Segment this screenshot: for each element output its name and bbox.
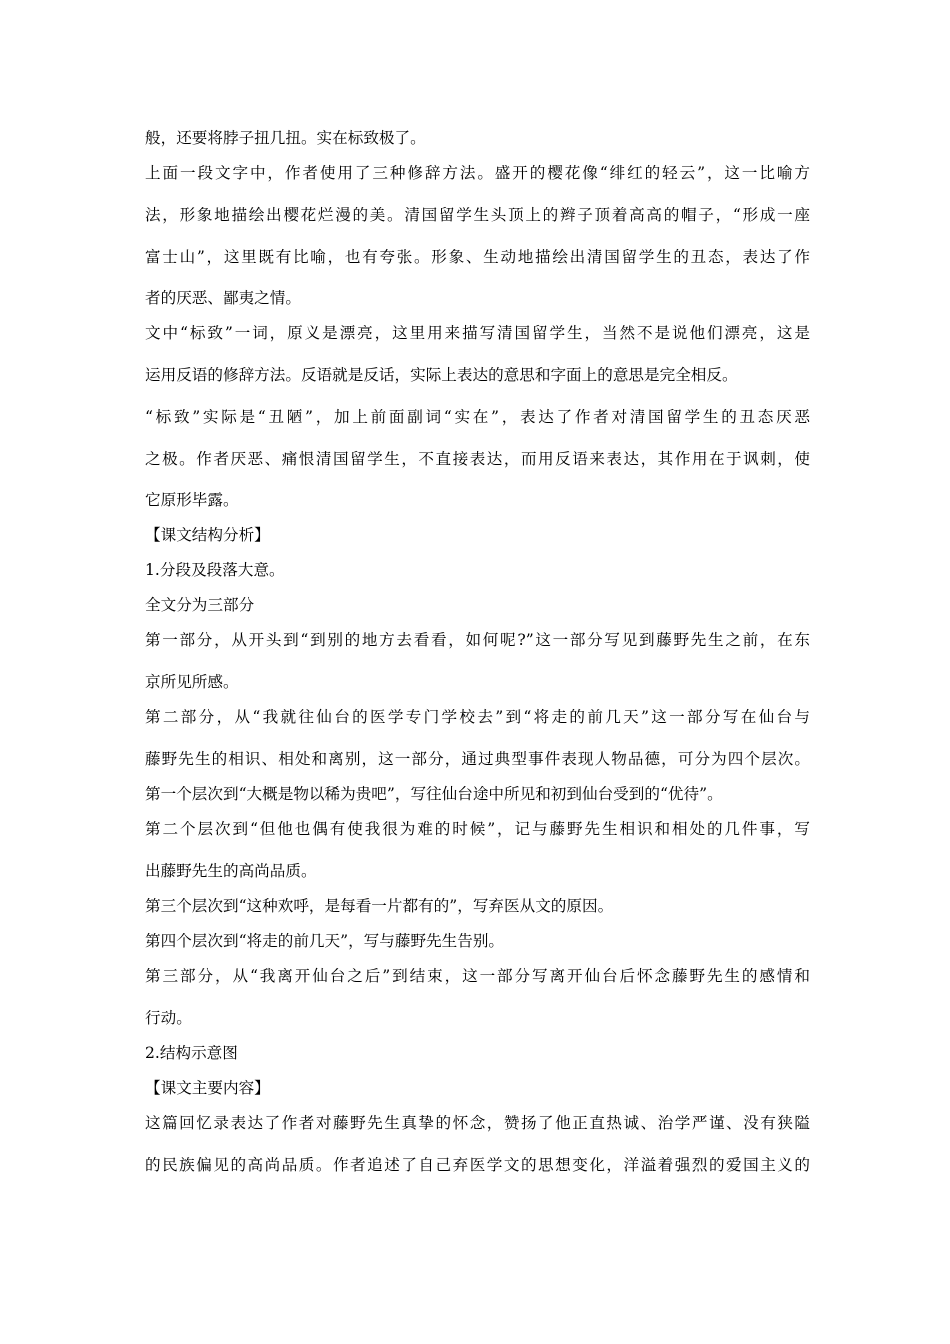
section-heading: 【课文主要内容】: [145, 1079, 270, 1097]
text-line: “标致”实际是“丑陋”，加上前面副词“实在”，表达了作者对清国留学生的丑态厌恶: [145, 408, 810, 426]
text-line: 第一部分，从开头到“到别的地方去看看，如何呢?”这一部分写见到藤野先生之前，在东: [145, 631, 810, 649]
text-line: 行动。: [145, 1009, 192, 1027]
text-line: 它原形毕露。: [145, 491, 239, 509]
text-line: 富士山”，这里既有比喻，也有夸张。形象、生动地描绘出清国留学生的丑态，表达了作: [145, 248, 810, 266]
text-line: 藤野先生的相识、相处和离别，这一部分，通过典型事件表现人物品德，可分为四个层次。: [145, 750, 810, 768]
text-line: 的民族偏见的高尚品质。作者追述了自己弃医学文的思想变化，洋溢着强烈的爱国主义的: [145, 1156, 810, 1174]
section-heading: 【课文结构分析】: [145, 526, 270, 544]
text-line: 第二个层次到“但他也偶有使我很为难的时候”，记与藤野先生相识和相处的几件事，写: [145, 820, 810, 838]
text-line: 之极。作者厌恶、痛恨清国留学生，不直接表达，而用反语来表达，其作用在于讽刺，使: [145, 450, 810, 468]
text-line: 2.结构示意图: [145, 1044, 238, 1062]
text-line: 第四个层次到“将走的前几天”，写与藤野先生告别。: [145, 932, 505, 950]
text-line: 运用反语的修辞方法。反语就是反话，实际上表达的意思和字面上的意思是完全相反。: [145, 366, 738, 384]
text-line: 法，形象地描绘出樱花烂漫的美。清国留学生头顶上的辫子顶着高高的帽子，“形成一座: [145, 206, 810, 224]
text-line: 第三个层次到“这种欢呼，是每看一片都有的”，写弃医从文的原因。: [145, 897, 614, 915]
text-line: 上面一段文字中，作者使用了三种修辞方法。盛开的樱花像“绯红的轻云”，这一比喻方: [145, 164, 810, 182]
text-line: 出藤野先生的高尚品质。: [145, 862, 317, 880]
text-line: 文中“标致”一词，原义是漂亮，这里用来描写清国留学生，当然不是说他们漂亮，这是: [145, 324, 810, 342]
text-line: 般，还要将脖子扭几扭。实在标致极了。: [145, 129, 426, 147]
text-line: 全文分为三部分: [145, 596, 255, 614]
text-line: 这篇回忆录表达了作者对藤野先生真挚的怀念，赞扬了他正直热诚、治学严谨、没有狭隘: [145, 1114, 810, 1132]
text-line: 京所见所感。: [145, 673, 239, 691]
text-line: 1.分段及段落大意。: [145, 561, 285, 579]
text-line: 第二部分，从“我就往仙台的医学专门学校去”到“将走的前几天”这一部分写在仙台与: [145, 708, 810, 726]
text-line: 者的厌恶、鄙夷之情。: [145, 289, 301, 307]
text-line: 第一个层次到“大概是物以稀为贵吧”，写往仙台途中所见和初到仙台受到的“优待”。: [145, 785, 723, 803]
text-line: 第三部分，从“我离开仙台之后”到结束，这一部分写离开仙台后怀念藤野先生的感情和: [145, 967, 810, 985]
